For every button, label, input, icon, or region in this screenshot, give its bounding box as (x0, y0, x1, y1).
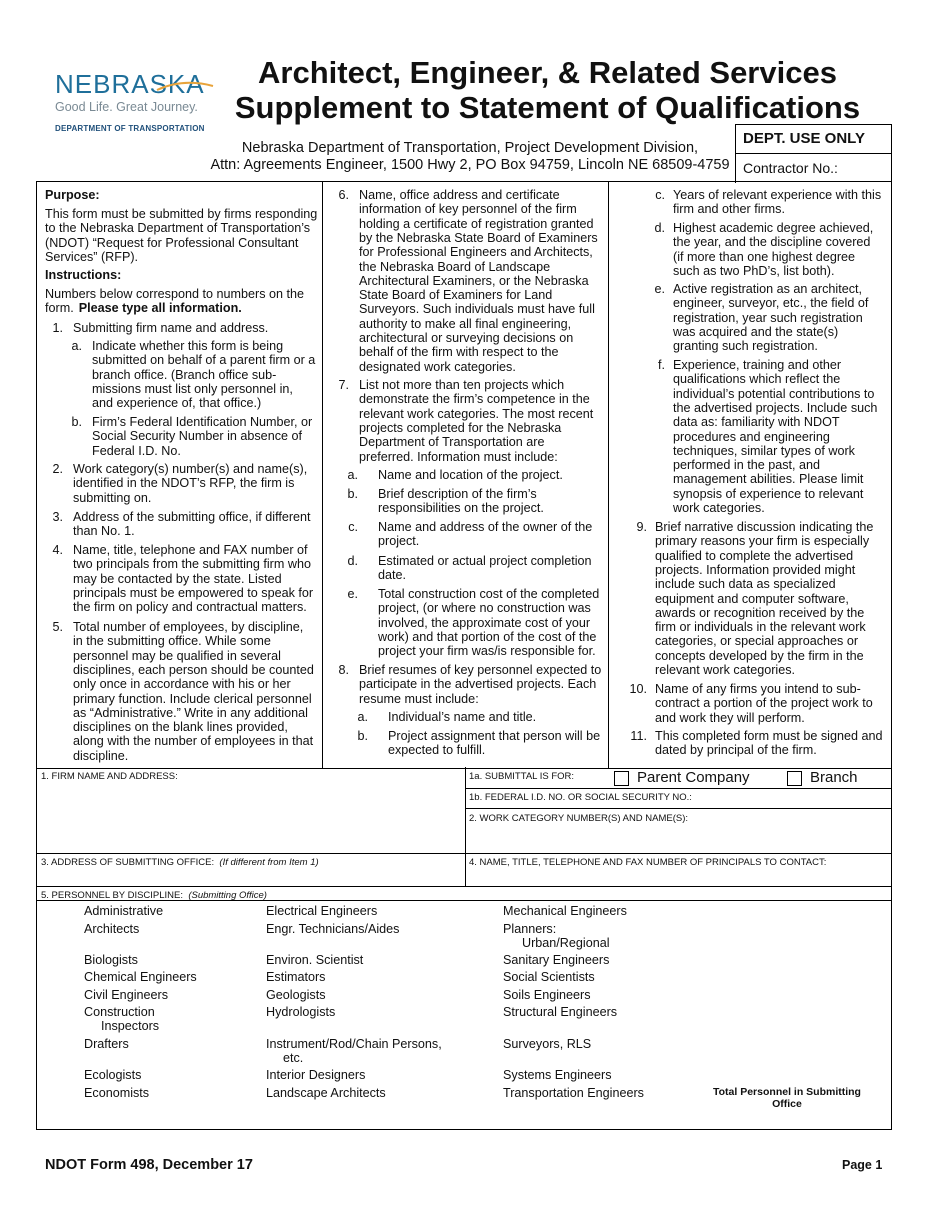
discipline-name: Environ. Scientist (266, 953, 364, 967)
agency-address (210, 140, 730, 174)
item-number: d. (347, 554, 358, 568)
qualification-form (36, 767, 892, 1130)
instruction-line: Services” (RFP). (45, 249, 139, 264)
instruction-line: disciplines, each person should be counted (73, 662, 314, 677)
instructions-column-2 (323, 182, 609, 768)
instruction-line: the advertised projects. Include such (673, 400, 878, 415)
dept-use-heading: DEPT. USE ONLY (736, 125, 891, 154)
instruction-line: Work category(s) number(s) and name(s), (73, 462, 308, 476)
item-number: 7. (338, 378, 349, 392)
discipline-name-continued: Urban/Regional (522, 936, 610, 951)
discipline-name: Construction (84, 1005, 155, 1019)
instruction-line: concepts developed by the firm in the (655, 648, 864, 663)
instruction-line: Total construction cost of the completed (378, 587, 600, 601)
instruction-line: qualifications which reflect the (673, 372, 841, 387)
instruction-line: qualified to complete the advertised (655, 548, 854, 563)
instructions-section (36, 181, 892, 769)
instruction-line: individual’s potential contributions to (673, 386, 875, 401)
instruction-line: information of key personnel of the firm (359, 202, 577, 217)
discipline-name: Transportation Engineers (503, 1086, 644, 1100)
instruction-line: registration, year such registration (673, 310, 863, 325)
page-title: Architect, Engineer, & Related Services (258, 55, 837, 90)
item-number: c. (348, 520, 358, 534)
instruction-line: expected to fulfill. (388, 743, 486, 758)
instruction-line: Total number of employees, by discipline, (73, 620, 304, 634)
instruction-line: performed in the past, and (673, 458, 821, 473)
instruction-line: submitting on. (73, 490, 152, 505)
personnel-label (41, 890, 267, 901)
item-number: a. (347, 468, 358, 482)
instruction-line: firm or individuals in the relevant work (655, 620, 866, 635)
instruction-line: Brief resumes of key personnel expected to (359, 663, 602, 677)
item-number: 4. (52, 543, 63, 557)
instruction-line: in the submitting office. While some (73, 634, 271, 649)
instruction-line: procedures and engineering (673, 429, 830, 444)
item-number: b. (71, 415, 82, 429)
instruction-line: only once in accordance with his or her (73, 677, 291, 692)
parent-company-checkbox[interactable] (614, 771, 629, 786)
instruction-line: behalf of the firm with respect to the (359, 345, 559, 360)
discipline-name: Mechanical Engineers (503, 904, 627, 918)
discipline-name: Drafters (84, 1037, 129, 1051)
principals-label: 4. NAME, TITLE, TELEPHONE AND FAX NUMBER OF PRINCIPALS TO CONTACT: (469, 857, 827, 868)
instruction-line: Department of Transportation are (359, 435, 545, 450)
instruction-line: preferred. Information must include: (359, 449, 558, 464)
logo-dept: DEPARTMENT OF TRANSPORTATION (55, 124, 205, 133)
discipline-name: Structural Engineers (503, 1005, 618, 1019)
personnel-label-note: (Submitting Office) (188, 890, 267, 901)
instruction-line: List not more than ten projects which (359, 378, 565, 392)
discipline-name: Geologists (266, 988, 326, 1002)
instruction-line: project. (378, 534, 420, 549)
discipline-name: Interior Designers (266, 1068, 366, 1082)
instruction-line: disciplines on the blank lines provided, (73, 720, 288, 735)
item-number: e. (347, 587, 358, 601)
instruction-line: This completed form must be signed and (655, 729, 883, 743)
discipline-name: Administrative (84, 904, 164, 918)
discipline-name: Planners: (503, 922, 557, 936)
page-number: Page 1 (842, 1158, 883, 1172)
discipline-name: Landscape Architects (266, 1086, 386, 1100)
item-number: 11. (630, 729, 647, 743)
firm-name-label: 1. FIRM NAME AND ADDRESS: (41, 771, 178, 782)
instruction-line: work categories. (673, 501, 765, 515)
instruction-line: demonstrate the firm’s competence in the (359, 392, 590, 407)
instruction-line: Architectural Examiners, or the Nebraska (359, 273, 589, 288)
instruction-line: Years of relevant experience with this (673, 188, 882, 202)
instruction-line: missions must list only personnel in, (92, 381, 293, 396)
total-personnel-line-1: Total Personnel in Submitting (713, 1086, 861, 1098)
item-number: b. (357, 729, 368, 743)
instructions-plain: form. (45, 301, 74, 316)
contractor-no-field[interactable]: Contractor No.: (743, 160, 838, 176)
address-label-text: 3. ADDRESS OF SUBMITTING OFFICE: (41, 857, 215, 868)
discipline-name: Estimators (266, 970, 326, 984)
instruction-line: relevant work categories. (655, 663, 795, 677)
page-subtitle: Supplement to Statement of Qualifications (234, 90, 861, 125)
item-number: 3. (52, 510, 63, 524)
submitting-office-label (41, 857, 319, 868)
item-number: 5. (52, 620, 63, 634)
instruction-line: Estimated or actual project completion (378, 554, 592, 568)
instruction-line: Highest academic degree achieved, (673, 221, 874, 235)
instruction-line: than No. 1. (73, 524, 135, 539)
divider (465, 767, 466, 886)
instruction-line: categories, or special approaches or (655, 634, 859, 649)
instruction-line: engineer, surveyor, etc., the field of (673, 296, 869, 311)
discipline-name: Surveyors, RLS (503, 1037, 592, 1051)
instruction-line: involved, the approximate cost of your (378, 615, 591, 630)
instructions-column-1 (37, 182, 323, 768)
instruction-line: Experience, training and other (673, 358, 842, 372)
item-number: 6. (338, 188, 349, 202)
item-number: 9. (636, 520, 647, 534)
divider (37, 886, 891, 887)
instruction-line: Address of the submitting office, if different (73, 510, 311, 524)
discipline-name-continued: etc. (283, 1051, 304, 1066)
instruction-line: Name, title, telephone and FAX number of (73, 543, 308, 557)
instruction-line: such as two PhD’s, list both). (673, 263, 835, 278)
instruction-line: by the Nebraska State Board of Examiners (359, 230, 598, 245)
instruction-line: awards or recognition received by the (655, 605, 865, 620)
instruction-line: Individual’s name and title. (388, 710, 537, 724)
ndot-logo (55, 70, 205, 133)
discipline-name: Hydrologists (266, 1005, 336, 1019)
discipline-name: Civil Engineers (84, 988, 168, 1002)
instruction-line: management abilities. Please limit (673, 472, 864, 487)
instruction-line: responsibilities on the project. (378, 501, 544, 516)
discipline-name-continued: Inspectors (101, 1019, 160, 1034)
work-category-label: 2. WORK CATEGORY NUMBER(S) AND NAME(S): (469, 813, 689, 824)
discipline-name: Systems Engineers (503, 1068, 612, 1082)
discipline-name: Social Scientists (503, 970, 595, 984)
instruction-line: and work they will perform. (655, 710, 805, 725)
address-line-1: Nebraska Department of Transportation, Project Development Division, (241, 140, 699, 156)
total-personnel-label (697, 1086, 877, 1110)
instruction-line: for Professional Engineers and Architects, (359, 245, 593, 260)
instruction-line: resume must include: (359, 691, 479, 706)
instruction-line: Active registration as an architect, (673, 282, 862, 296)
divider (465, 808, 891, 809)
instruction-line: Project assignment that person will be (388, 729, 601, 743)
instruction-line: and experience of, that office.) (92, 396, 262, 411)
instruction-line: projects completed for the Nebraska (359, 420, 562, 435)
instruction-line: data as: familiarity with NDOT (673, 415, 840, 430)
total-personnel-line-2: Office (772, 1098, 802, 1110)
instruction-line: projects. Information provided might (655, 562, 856, 577)
item-number: b. (347, 487, 358, 501)
discipline-name: Soils Engineers (503, 988, 591, 1002)
instructions-bold: Please type all information. (78, 301, 242, 316)
instruction-line: (NDOT) “Request for Professional Consultant (45, 235, 299, 250)
form-id: NDOT Form 498, December 17 (45, 1157, 253, 1173)
purpose-heading: Purpose: (45, 188, 100, 202)
discipline-name: Electrical Engineers (266, 904, 378, 918)
instructions-heading: Instructions: (45, 268, 122, 282)
federal-id-label: 1b. FEDERAL I.D. NO. OR SOCIAL SECURITY NO.: (469, 792, 692, 803)
branch-label: Branch (810, 769, 858, 786)
personnel-label-text: 5. PERSONNEL BY DISCIPLINE: (41, 890, 184, 901)
instruction-line: contract a portion of the project work to (655, 696, 873, 711)
instruction-line: Brief narrative discussion indicating the (655, 520, 874, 534)
instruction-line: to the Nebraska Department of Transportation’s (45, 221, 311, 236)
instruction-line: Numbers below correspond to numbers on the (45, 287, 305, 301)
instruction-line: granting such registration. (673, 339, 818, 354)
instruction-line: principals must be empowered to speak for (73, 585, 314, 600)
instruction-line: was acquired and the state(s) (673, 324, 839, 339)
instruction-line: project your firm was/is responsible for. (378, 644, 596, 659)
instruction-line: Brief description of the firm’s (378, 487, 537, 501)
instruction-line: Firm’s Federal Identification Number, or (92, 415, 313, 429)
instructions-last-line (45, 301, 242, 315)
divider (37, 853, 891, 854)
item-number: d. (654, 221, 665, 235)
instruction-line: personnel may be qualified in several (73, 648, 281, 663)
instruction-line: primary function. Include clerical personnel (73, 691, 312, 706)
address-line-2: Attn: Agreements Engineer, 1500 Hwy 2, PO Box 94759, Lincoln NE 68509-4759 (210, 157, 730, 173)
instruction-line: participate in the advertised projects. Each (359, 677, 597, 692)
item-number: e. (654, 282, 665, 296)
instruction-line: Indicate whether this form is being (92, 339, 284, 353)
discipline-name: Ecologists (84, 1068, 142, 1082)
item-number: 8. (338, 663, 349, 677)
instruction-line: work) and that portion of the cost of the (378, 629, 597, 644)
parent-company-label: Parent Company (637, 769, 750, 786)
logo-tagline: Good Life. Great Journey. (55, 100, 198, 114)
submittal-label: 1a. SUBMITTAL IS FOR: (469, 771, 575, 782)
instruction-line: Social Security Number in absence of (92, 429, 302, 444)
instruction-line: Name of any firms you intend to sub- (655, 682, 861, 696)
instruction-line: Surveyors. Such individuals must have full (359, 302, 595, 317)
logo-swoosh-icon (155, 76, 215, 96)
instruction-line: submitted on behalf of a parent firm or a (92, 353, 316, 368)
instruction-line: the firm on policy and contractual matters. (73, 600, 307, 615)
address-label-note: (If different from Item 1) (219, 857, 319, 868)
instruction-line: Name and location of the project. (378, 468, 563, 482)
discipline-name: Engr. Technicians/Aides (266, 922, 400, 936)
instruction-line: branch office. (Branch office sub- (92, 367, 277, 382)
instruction-line: relevant work categories. The most recent (359, 406, 594, 421)
item-number: 1. (52, 321, 63, 335)
instruction-line: two principals from the submitting firm who (73, 557, 311, 572)
instruction-line: equipment and computer software, (655, 591, 849, 606)
instruction-line: firm and other firms. (673, 202, 785, 217)
instruction-line: State Board of Examiners for Land (359, 288, 553, 303)
divider (465, 788, 891, 789)
instruction-line: architectural or surveying decisions on (359, 331, 574, 345)
instruction-line: Federal I.D. No. (92, 443, 181, 458)
instruction-line: the Nebraska Board of Landscape (359, 259, 551, 274)
instruction-line: designated work categories. (359, 359, 516, 374)
instruction-line: as “Administrative.” Write in any additional (73, 705, 308, 720)
instructions-column-3 (609, 182, 891, 768)
instruction-line: authority to make all final engineering, (359, 316, 572, 331)
instruction-line: synopsis of experience to relevant (673, 486, 864, 501)
instruction-line: may be contacted by the state. Listed (73, 571, 282, 586)
discipline-name: Architects (84, 922, 140, 936)
instruction-line: dated by principal of the firm. (655, 743, 817, 758)
instruction-line: date. (378, 568, 407, 583)
discipline-name: Economists (84, 1086, 150, 1100)
instruction-line: Name, office address and certificate (359, 188, 560, 202)
instruction-line: (if more than one highest degree (673, 249, 856, 264)
item-number: 10. (629, 682, 647, 696)
instruction-line: Name and address of the owner of the (378, 520, 593, 534)
discipline-name: Instrument/Rod/Chain Persons, (266, 1037, 442, 1051)
discipline-name: Sanitary Engineers (503, 953, 610, 967)
item-number: 2. (52, 462, 63, 476)
instruction-line: identified in the NDOT’s RFP, the firm is (73, 476, 295, 491)
instruction-line: include such data as specialized (655, 577, 836, 592)
item-number: c. (655, 188, 665, 202)
instruction-line: primary reasons your firm is especially (655, 534, 870, 549)
discipline-name: Chemical Engineers (84, 970, 197, 984)
instruction-line: holding a certificate of registration granted (359, 216, 594, 231)
instruction-line: along with the number of employees in that (73, 734, 314, 749)
instruction-line: discipline. (73, 748, 129, 763)
item-number: a. (357, 710, 368, 724)
item-number: f. (658, 358, 665, 372)
dept-use-box (735, 124, 892, 183)
instruction-line: techniques, similar types of work (673, 443, 855, 458)
instruction-line: This form must be submitted by firms responding (45, 207, 318, 221)
logo-word: NEBRASKA (55, 69, 205, 99)
instruction-line: Submitting firm name and address. (73, 321, 269, 335)
branch-checkbox[interactable] (787, 771, 802, 786)
item-number: a. (71, 339, 82, 353)
instruction-line: project, (or where no construction was (378, 601, 591, 616)
instruction-line: the year, and the discipline covered (673, 235, 871, 250)
discipline-name: Biologists (84, 953, 138, 967)
